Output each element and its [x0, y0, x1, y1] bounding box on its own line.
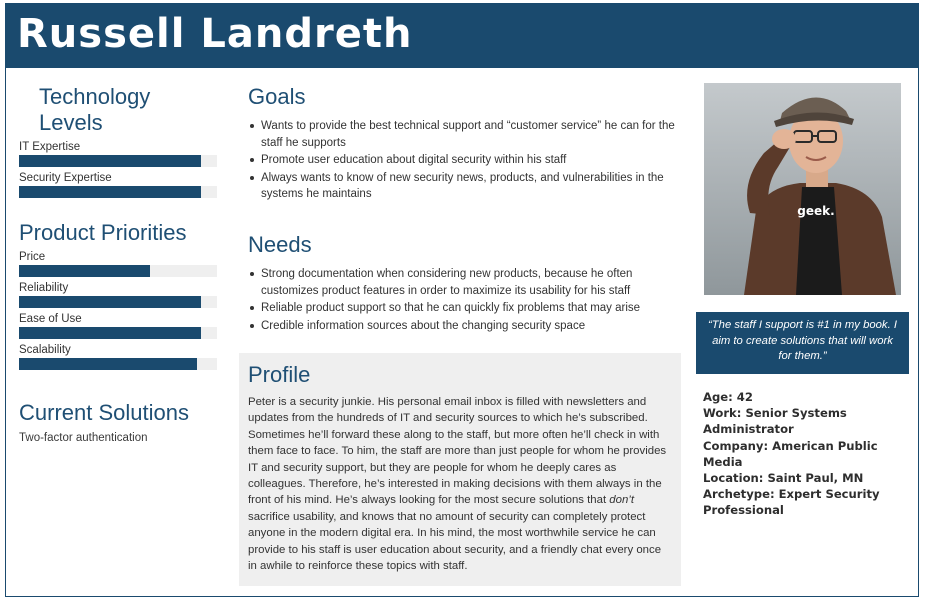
- tech-level-item: [19, 141, 217, 167]
- needs-list: [248, 266, 678, 334]
- tech-level-fill: [19, 155, 201, 167]
- fact-location: Location: Saint Paul, MN: [703, 471, 864, 486]
- priority-fill: [19, 265, 150, 277]
- priority-bar: [19, 296, 217, 308]
- fact-work: Work: Senior Systems Administrator: [703, 406, 847, 437]
- persona-name: Russell Landreth: [17, 11, 413, 57]
- solution-item: Two-factor authentication: [19, 432, 148, 444]
- profile-panel: [239, 353, 681, 586]
- priority-fill: [19, 358, 197, 370]
- priority-item: [19, 344, 217, 370]
- goal-item: Wants to provide the best technical support and “customer service” he can for the staff he supports: [248, 118, 678, 151]
- fact-company: Company: American Public Media: [703, 438, 878, 469]
- shirt-text: geek.: [797, 204, 835, 218]
- goals-list: [248, 118, 678, 203]
- profile-title: Profile: [248, 362, 311, 387]
- persona-facts: [703, 389, 903, 519]
- current-solutions-title: Current Solutions: [19, 400, 189, 425]
- priority-fill: [19, 296, 201, 308]
- priority-fill: [19, 327, 201, 339]
- profile-text: [248, 394, 672, 574]
- persona-quote: “The staff I support is #1 in my book. I aim to create solutions that will work for them.”: [696, 312, 909, 374]
- profile-text-start: Peter is a security junkie. His personal email inbox is filled with newsletters and updates from the hundreds of IT and security sources to which he’s subscribed. Sometimes he’ll forward these along to the staff, but more often he’ll check in with them face to face. To him, the staff are more than just people for whom he provides IT and security support, but they are people for whom he deeply cares as colleagues. Therefore, he’s interested in making decisions with them always in the front of his mind. He’s always looking for the most secure solutions that: [248, 396, 667, 507]
- tech-level-bar: [19, 155, 217, 167]
- priority-label: Ease of Use: [19, 313, 82, 325]
- tech-level-label: Security Expertise: [19, 172, 112, 184]
- priority-bar: [19, 358, 217, 370]
- tech-level-fill: [19, 186, 201, 198]
- needs-title: Needs: [248, 232, 312, 257]
- need-item: Reliable product support so that he can quickly fix problems that may arise: [248, 300, 678, 317]
- persona-photo-illustration: [704, 83, 901, 295]
- need-item: Strong documentation when considering new products, because he often customizes product features in order to maximize its usability for his staff: [248, 266, 678, 299]
- fact-archetype: Archetype: Expert Security Professional: [703, 487, 880, 518]
- goals-title: Goals: [248, 84, 306, 109]
- tech-level-bar: [19, 186, 217, 198]
- priority-item: [19, 282, 217, 308]
- priority-label: Reliability: [19, 282, 69, 294]
- technology-levels-title: Technology Levels: [39, 84, 151, 135]
- persona-photo: [704, 83, 901, 295]
- profile-text-end: sacrifice usability, and knows that no amount of security can completely protect anyone in the modern digital era. In his mind, the most worthwhile service he can provide to his staff is user education about security, and a friendly chat every once in awhile to reinforce these topics with staff.: [248, 510, 662, 573]
- priority-bar: [19, 327, 217, 339]
- profile-text-emphasis: don’t: [609, 494, 634, 507]
- fact-age: Age: 42: [703, 390, 753, 404]
- left-column: [19, 84, 217, 444]
- priority-label: Scalability: [19, 344, 71, 356]
- product-priorities-title: Product Priorities: [19, 220, 187, 245]
- priority-bar: [19, 265, 217, 277]
- needs-section: [248, 232, 678, 335]
- priority-item: [19, 313, 217, 339]
- tech-level-item: [19, 172, 217, 198]
- priority-item: [19, 251, 217, 277]
- need-item: Credible information sources about the changing security space: [248, 318, 678, 335]
- goal-item: Always wants to know of new security news, products, and vulnerabilities in the systems he maintains: [248, 170, 678, 203]
- middle-column: [248, 84, 678, 332]
- priority-label: Price: [19, 251, 46, 263]
- tech-level-label: IT Expertise: [19, 141, 81, 153]
- goal-item: Promote user education about digital security within his staff: [248, 152, 678, 169]
